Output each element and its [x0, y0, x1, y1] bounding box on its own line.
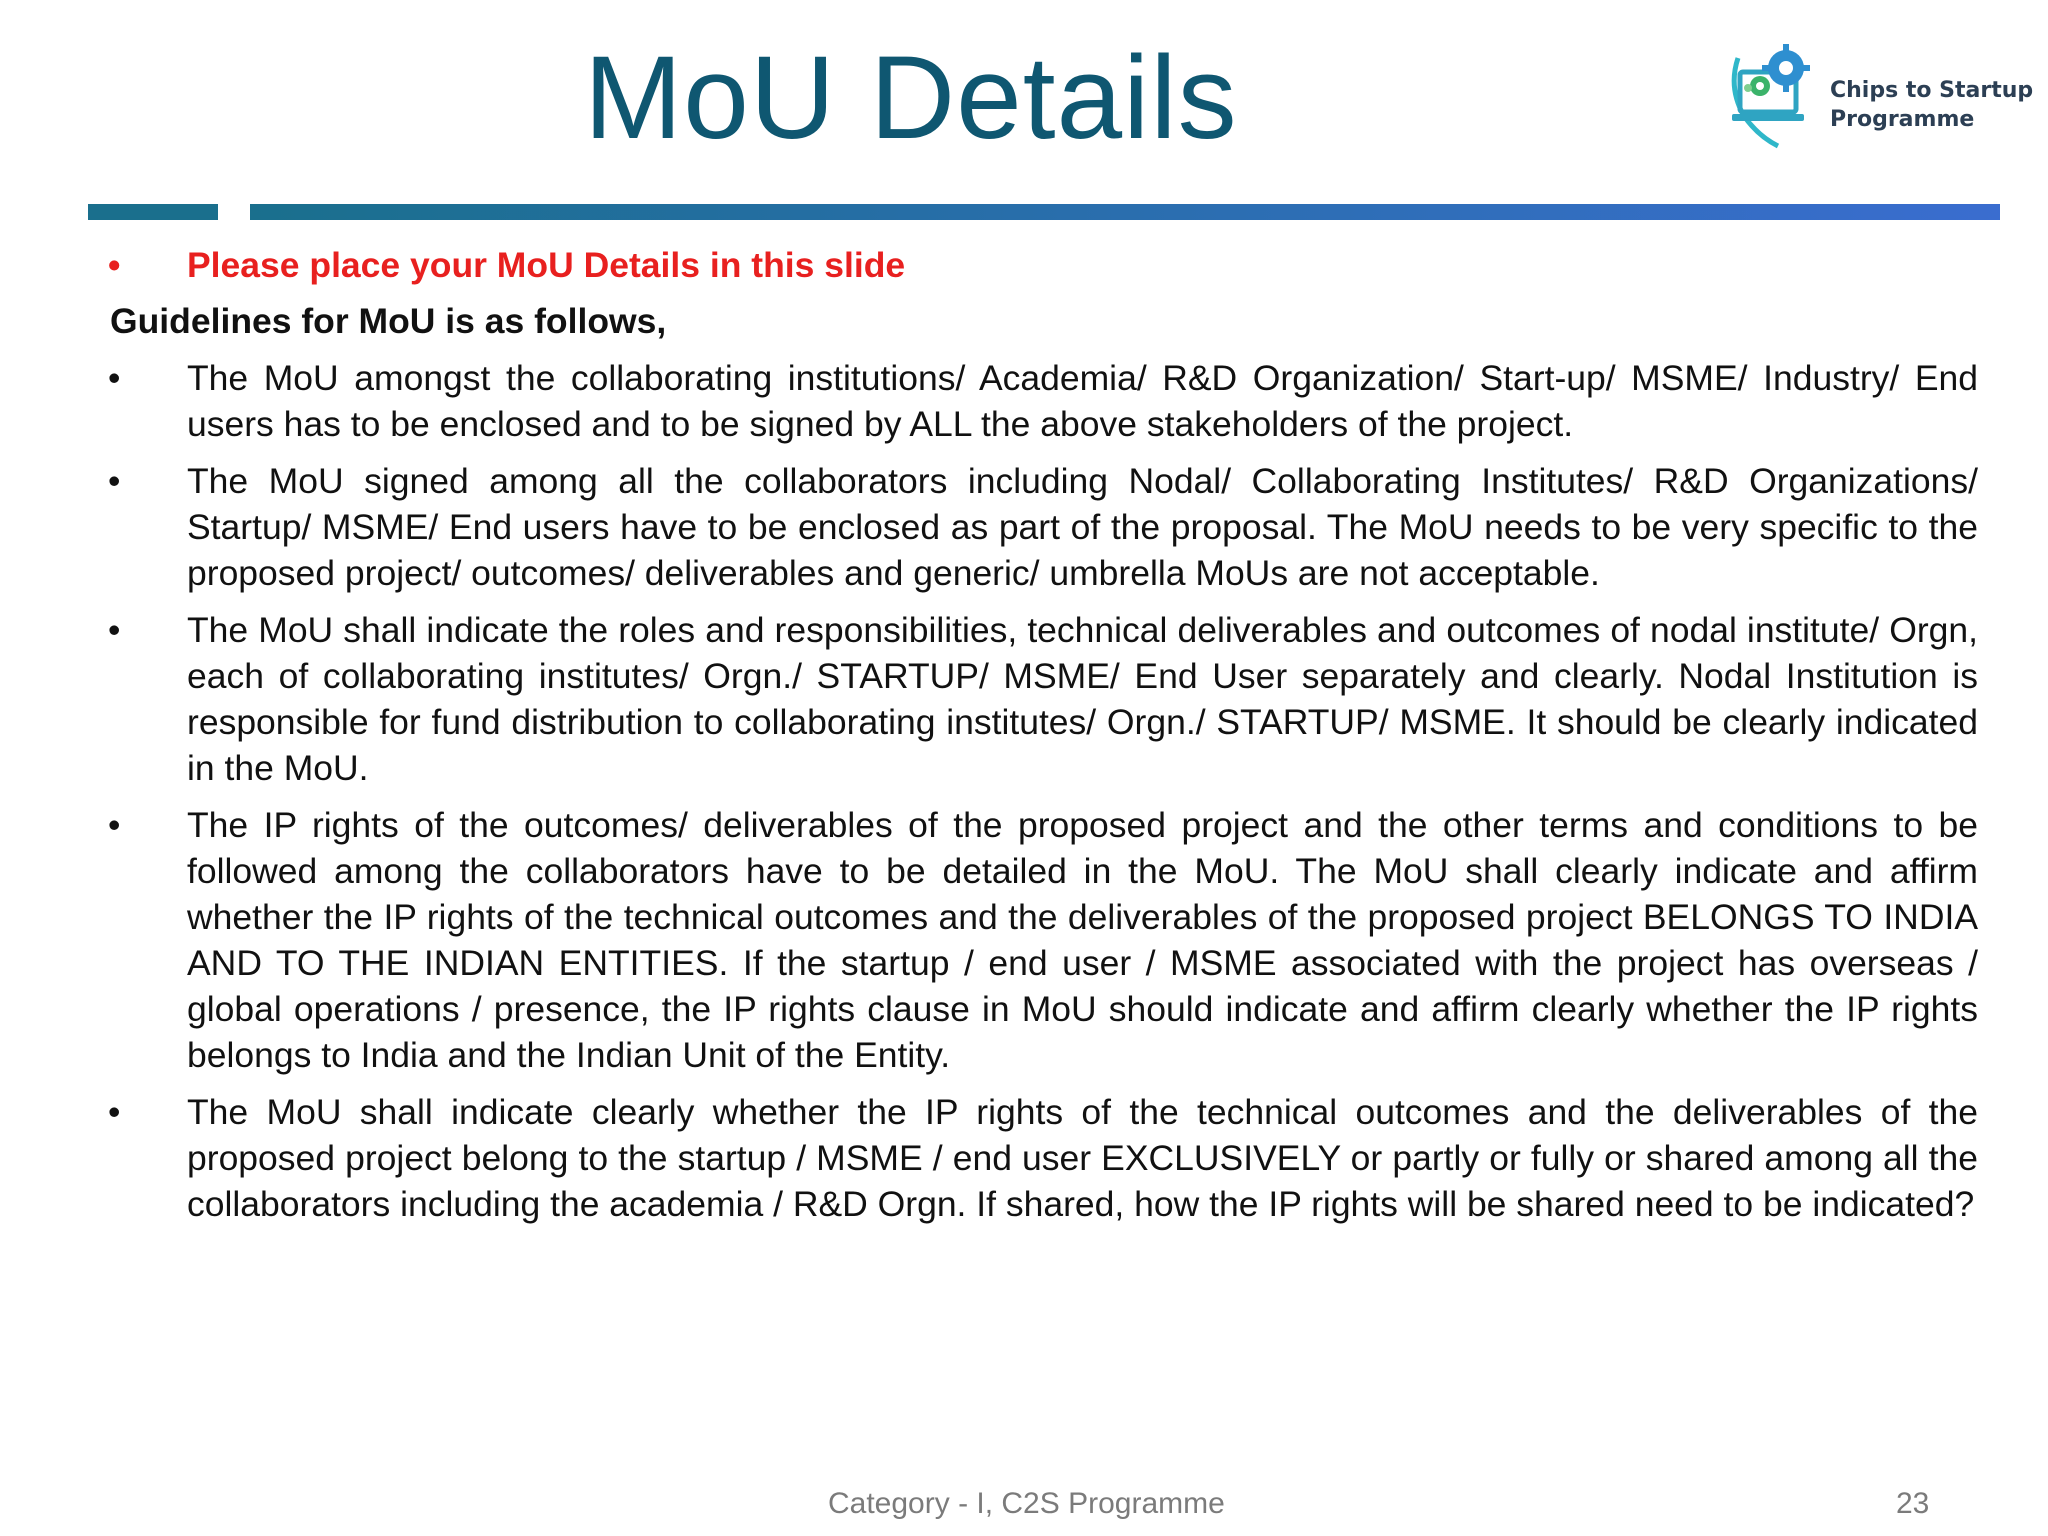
bullet-icon: • — [108, 1092, 121, 1132]
bullet-icon: • — [108, 461, 121, 501]
guideline-item: • The IP rights of the outcomes/ deliverables of the proposed project and the other terms and conditions to be followed among the collaborators have to be detailed in the MoU. The MoU shall clearly indicate and affirm whether the IP rights of the technical outcomes and the deliverables of the proposed project BELONGS TO INDIA AND TO THE INDIAN ENTITIES. If the startup / end user / MSME associated with the project has overseas / global operations / presence, the IP rights clause in MoU should indicate and affirm clearly whether the IP rights belongs to India and the Indian Unit of the Entity. — [108, 802, 1978, 1078]
bullet-icon: • — [108, 610, 121, 650]
slide-body — [108, 242, 1978, 1238]
guideline-item: • The MoU shall indicate clearly whether the IP rights of the technical outcomes and the deliverables of the proposed project belong to the startup / MSME / end user EXCLUSIVELY or partly or fully or shared among all the collaborators including the academia / R&D Orgn. If shared, how the IP rights will be shared need to be indicated? — [108, 1089, 1978, 1227]
bullet-icon: • — [108, 358, 121, 398]
bullet-icon: • — [108, 245, 121, 285]
chips-to-startup-logo — [1718, 28, 2034, 168]
guideline-item: • The MoU shall indicate the roles and responsibilities, technical deliverables and outcomes of nodal institute/ Orgn, each of collaborating institutes/ Orgn./ STARTUP/ MSME/ End User separately and clearly. Nodal Institution is responsible for fund distribution to collaborating institutes/ Orgn./ STARTUP/ MSME. It should be clearly indicated in the MoU. — [108, 607, 1978, 791]
guidelines-heading: Guidelines for MoU is as follows, — [110, 301, 667, 341]
bullet-icon: • — [108, 805, 121, 845]
page-number: 23 — [1896, 1487, 1930, 1520]
logo-text: Chips to Startup Programme — [1830, 78, 2034, 132]
slide-title: MoU Details — [584, 32, 1238, 164]
logo-icon — [1718, 28, 1838, 168]
guideline-item: • The MoU amongst the collaborating institutions/ Academia/ R&D Organization/ Start-up/ MSME/ Industry/ End users has to be enclosed and to be signed by ALL the above stakeholders of the project. — [108, 355, 1978, 447]
title-rule — [250, 204, 2000, 220]
guideline-item: • The MoU signed among all the collaborators including Nodal/ Collaborating Institutes/ R&D Organizations/ Startup/ MSME/ End users have to be enclosed as part of the proposal. The MoU needs to be very specific to the proposed project/ outcomes/ deliverables and generic/ umbrella MoUs are not acceptable. — [108, 458, 1978, 596]
highlight-bullet: • Please place your MoU Details in this slide — [108, 242, 1978, 288]
title-rule-short — [88, 204, 218, 220]
footer-text: Category - I, C2S Programme — [828, 1487, 1225, 1520]
